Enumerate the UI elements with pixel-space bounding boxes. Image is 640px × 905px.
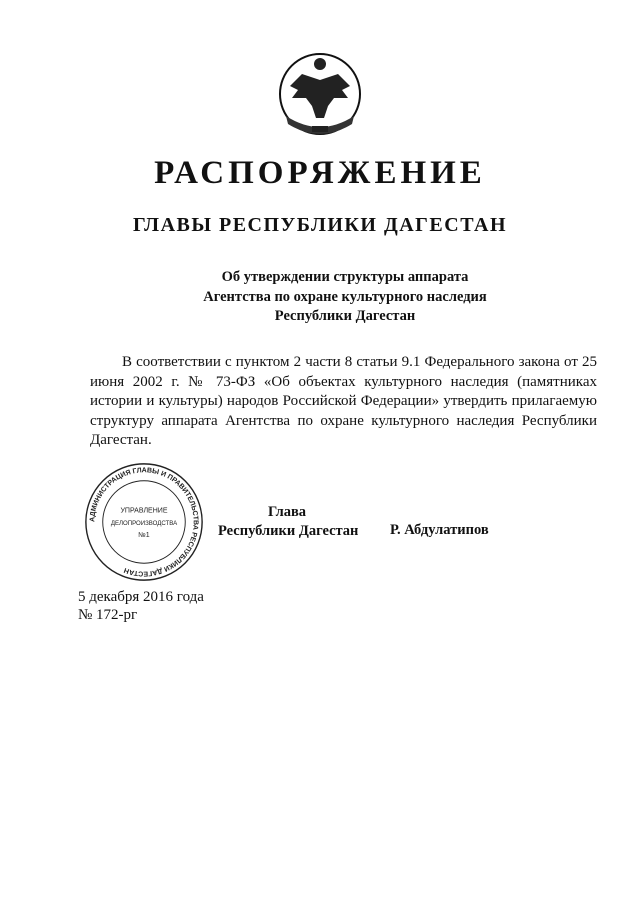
subject-line: Республики Дагестан [274, 308, 416, 324]
svg-text:УПРАВЛЕНИЕ: УПРАВЛЕНИЕ [120, 507, 168, 515]
svg-text:АДМИНИСТРАЦИЯ ГЛАВЫ И ПРАВИТЕЛ: АДМИНИСТРАЦИЯ ГЛАВЫ И ПРАВИТЕЛЬСТВА РЕСПУБЛИКИ ДАГЕСТАН [89, 467, 199, 577]
position-line: Глава [268, 504, 307, 520]
document-subject [195, 268, 495, 327]
svg-text:№1: №1 [138, 532, 150, 539]
subject-line: Агентства по охране культурного наследия [203, 288, 487, 305]
signatory-position [218, 503, 358, 541]
signatory-name: Р. Абдулатипов [390, 522, 489, 538]
document-date: 5 декабря 2016 года [78, 589, 204, 605]
coat-of-arms-icon [272, 46, 368, 142]
position-line: Республики Дагестан [218, 523, 359, 539]
svg-text:ДЕЛОПРОИЗВОДСТВА: ДЕЛОПРОИЗВОДСТВА [110, 519, 178, 527]
document-subtitle: ГЛАВЫ РЕСПУБЛИКИ ДАГЕСТАН [132, 214, 508, 236]
subject-line: Об утверждении структуры аппарата [221, 269, 469, 285]
official-stamp [84, 462, 204, 582]
body-paragraph: В соответствии с пунктом 2 части 8 статьи 9.1 Федерального закона от 25 июня 2002 г. № 73-ФЗ «Об объектах культурного наследия (памятниках истории и культуры) народов Российской Федерации» утвердить прилагаемую структуру аппарата Агентства по охране культурного наследия Республики Дагестан. [90, 354, 597, 448]
document-number: № 172-рг [78, 607, 138, 623]
document-title: РАСПОРЯЖЕНИЕ [154, 155, 486, 191]
document-footer [78, 588, 204, 624]
